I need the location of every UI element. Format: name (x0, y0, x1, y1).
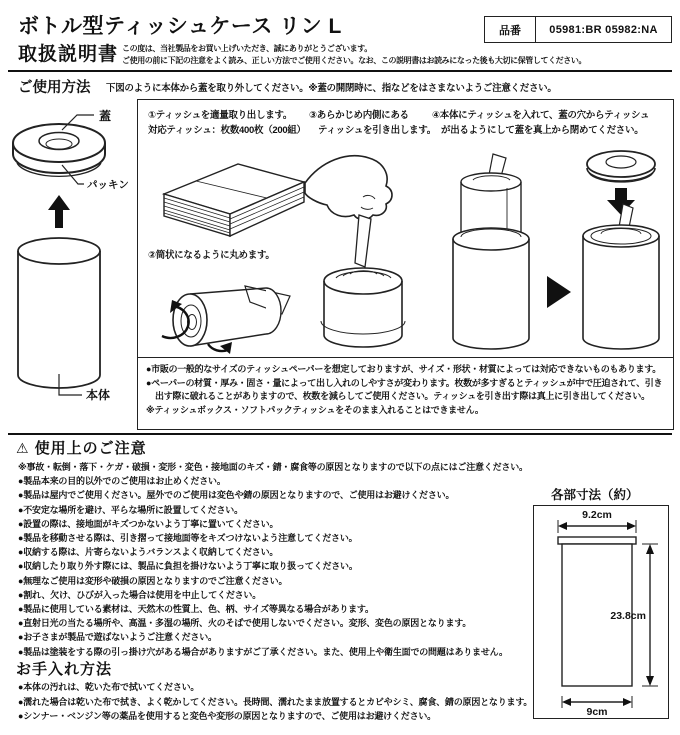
section-divider (8, 433, 672, 435)
care-list (18, 680, 532, 724)
caution-item: ●割れ、欠け、ひびが入った場合は使用を中止してください。 (18, 589, 262, 600)
rolled-tissue-illustration (150, 270, 300, 356)
dimensions-section-title: 各部寸法（約） (551, 488, 639, 502)
step-3-line1: ③あらかじめ内側にある (309, 110, 409, 121)
caution-item: ●製品は屋内でご使用ください。屋外でのご使用は変色や錆の原因となりますので、ご使用はお避けください。 (18, 490, 455, 501)
top-width-value: 9.2cm (582, 509, 612, 521)
lid-label: 蓋 (99, 109, 112, 123)
care-item: ●濡れた場合は乾いた布で拭き、よく乾かしてください。長時間、濡れたまま放置するとカビやシミ、腐食、錆の原因となります。 (18, 696, 533, 707)
usage-note: ●ペーパーの材質・厚み・固さ・量によって出し入れのしやすさが変わります。枚数が多すぎるとティッシュが中で圧迫されて、引き出す際に破れることがありますので、枚数を減らしてご使用ください。ティッシュを引き出す際は真上に引き出してください。 (146, 377, 663, 401)
step-1-line1: ①ティッシュを適量取り出します。 (148, 110, 293, 121)
cautions-intro: ※事故・転倒・落下・ケガ・破損・変形・変色・接地面のキズ・錆・腐食等の原因となりますので以下の点にはご注意ください。 (18, 462, 528, 472)
cautions-title-text: 使用上のご注意 (34, 440, 147, 457)
header-divider (8, 70, 672, 72)
hand-pulling-tissue-illustration (303, 145, 425, 351)
greeting-line2: ご使用の前に下記の注意をよく読み、正しい方法でご使用ください。なお、この説明書はお読みになった後も大切に保管してください。 (122, 55, 587, 65)
step-3-line2: ティッシュを引き出します。 (318, 125, 436, 136)
cautions-list (18, 460, 528, 659)
part-number-value: 05981:BR 05982:NA (549, 23, 658, 36)
step-1-text (148, 108, 306, 138)
usage-note: ※ティッシュボックス・ソフトパックティッシュをそのまま入れることはできません。 (146, 404, 484, 415)
up-arrow-icon (48, 195, 70, 228)
exploded-view-diagram (4, 103, 134, 405)
dimensions-box (533, 505, 669, 719)
greeting-text (122, 43, 586, 66)
step-3-text (309, 108, 436, 138)
step-2-text (148, 248, 275, 263)
packing-label: パッキン (87, 179, 129, 191)
step-2-line1: ②筒状になるように丸めます。 (148, 250, 275, 261)
cautions-section-title (16, 437, 147, 458)
caution-item: ●収納したり取り外す際には、製品に負担を掛けないよう丁寧に取り扱ってください。 (18, 561, 358, 572)
step-4-line1: ④本体にティッシュを入れて、蓋の穴からティッシュ (432, 110, 650, 121)
usage-steps-box (137, 99, 674, 358)
usage-notes-box (137, 357, 674, 430)
bottom-width-value: 9cm (586, 706, 608, 717)
step-4-line2: が出るようにして蓋を真上から閉めてください。 (441, 125, 644, 136)
right-arrow-icon (547, 276, 571, 308)
tissue-stack-illustration (146, 156, 316, 246)
caution-item: ●無理なご使用は変形や破損の原因となりますのでご注意ください。 (18, 575, 288, 586)
step-4-text (432, 108, 649, 138)
usage-lead-text: 下図のように本体から蓋を取り外してください。※蓋の開閉時に、指などをはさまないようご注意ください。 (106, 83, 557, 94)
usage-note: ●市販の一般的なサイズのティッシュペーパーを想定しておりますが、サイズ・形状・材質によっては対応できないものもあります。 (146, 364, 661, 374)
caution-item: ●お子さまが製品で遊ばないようご注意ください。 (18, 632, 217, 643)
care-section-title: お手入れ方法 (16, 661, 113, 678)
greeting-line1: この度は、当社製品をお買い上げいただき、誠にありがとうございます。 (122, 44, 372, 53)
caution-item: ●製品に使用している素材は、天然木の性質上、色、柄、サイズ等異なる場合があります。 (18, 604, 374, 615)
caution-item: ●収納する際は、片寄らないようバランスよく収納してください。 (18, 547, 279, 558)
manual-title: 取扱説明書 (18, 44, 119, 65)
body-label: 本体 (86, 388, 111, 402)
product-title: ボトル型ティッシュケース リン L (18, 15, 342, 38)
care-item: ●本体の汚れは、乾いた布で拭いてください。 (18, 682, 200, 692)
height-value: 23.8cm (610, 610, 646, 622)
caution-item: ●設置の際は、接地面がキズつかないよう丁寧に置いてください。 (18, 518, 279, 529)
caution-item: ●製品本来の目的以外でのご使用はお止めください。 (18, 476, 226, 487)
caution-item: ●不安定な場所を避け、平らな場所に設置してください。 (18, 504, 243, 515)
warning-triangle-icon: ⚠ (16, 440, 30, 456)
caution-item: ●製品は塗装をする際の引っ掛け穴がある場合がありますがご了承ください。また、使用上や衛生面での問題はありません。 (18, 646, 508, 657)
step-1-line2: 対応ティッシュ：枚数400枚（200組） (148, 125, 306, 136)
caution-item: ●製品を移動させる際は、引き摺って接地面等をキズつけないよう注意してください。 (18, 533, 358, 544)
caution-item: ●直射日光の当たる場所や、高温・多湿の場所、火のそばで使用しないでください。変形、変色の原因となります。 (18, 618, 472, 629)
insert-and-close-illustration (431, 142, 667, 354)
care-item: ●シンナー・ベンジン等の薬品を使用すると変色や変形の原因となりますので、ご使用はお避けください。 (18, 711, 436, 721)
usage-section-title: ご使用方法 (18, 80, 91, 96)
part-number-label: 品番 (485, 17, 536, 42)
dimensions-diagram (534, 506, 667, 717)
part-number-box (484, 16, 672, 43)
